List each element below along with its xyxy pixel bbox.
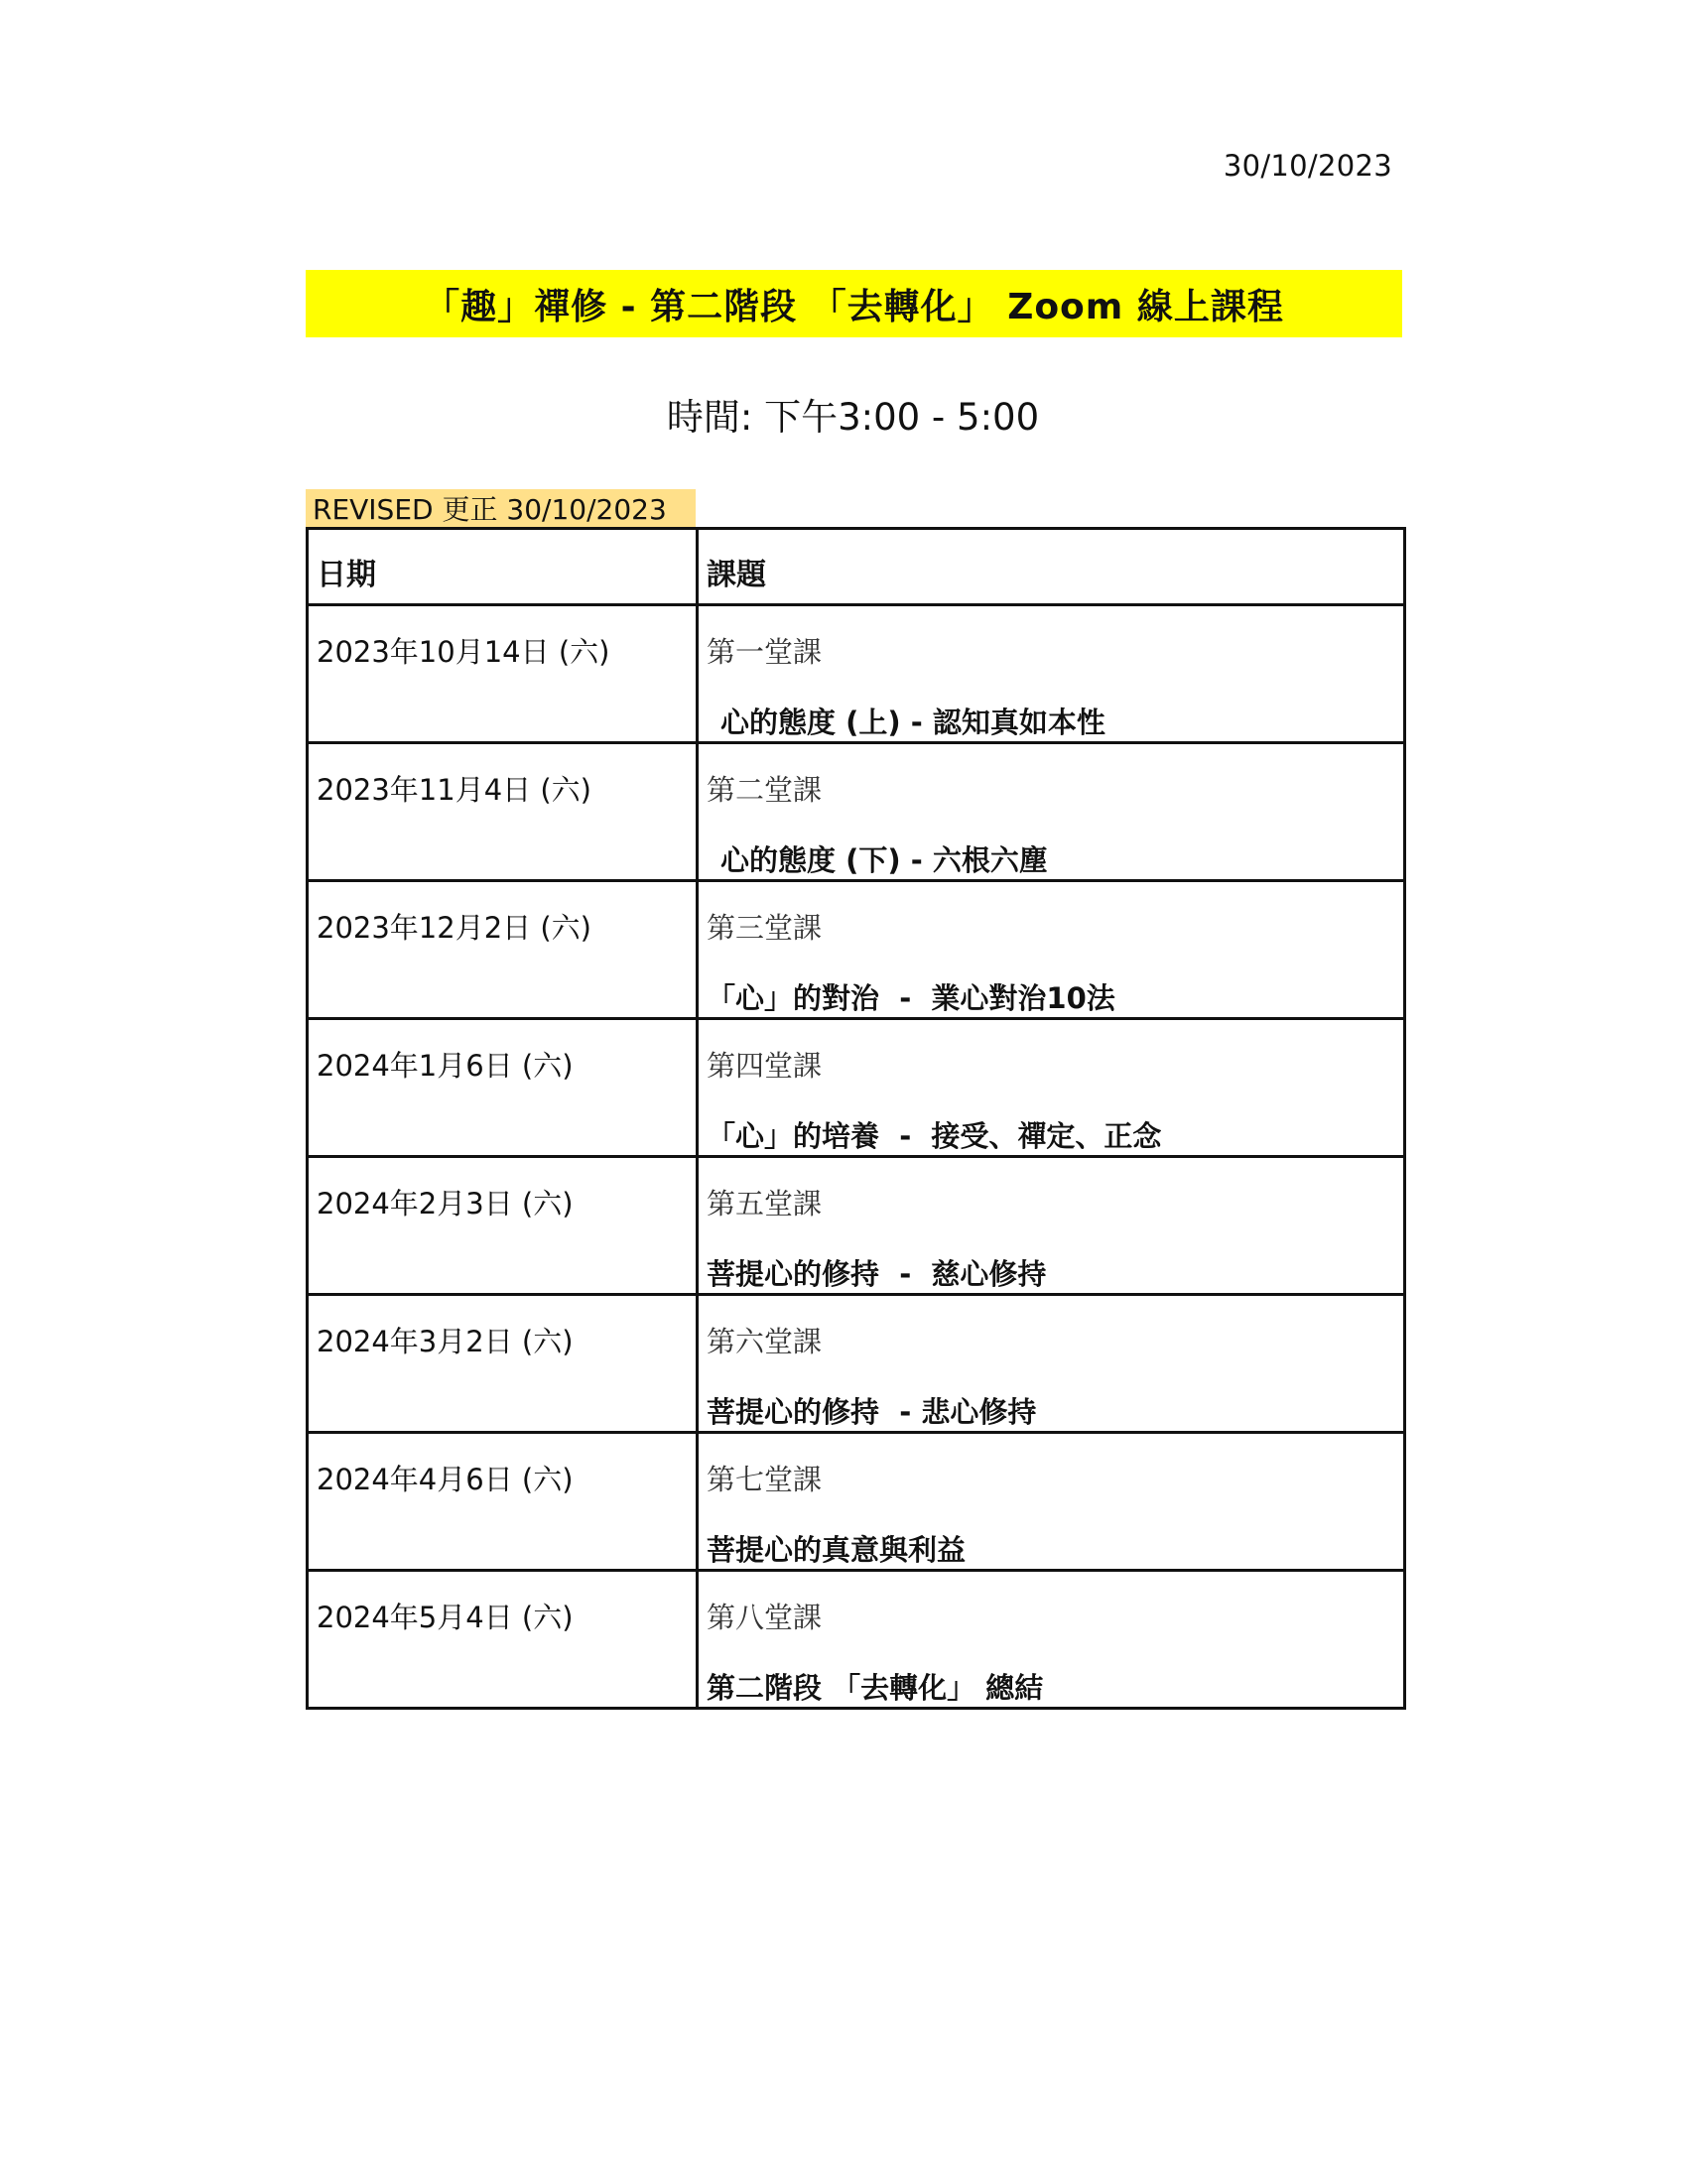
lesson-number: 第四堂課 (707, 1049, 823, 1083)
lesson-number: 第五堂課 (707, 1187, 823, 1220)
lesson-date: 2024年2月3日 (六) (317, 1187, 574, 1220)
date-cell (308, 605, 698, 743)
lesson-number: 第七堂課 (707, 1463, 823, 1496)
table-row (308, 1157, 1405, 1295)
schedule-table (306, 527, 1406, 1710)
date-cell (308, 743, 698, 881)
header-date: 日期 (308, 529, 698, 605)
revised-label: REVISED 更正 30/10/2023 (306, 489, 696, 527)
course-title: 「趣」禪修 - 第二階段 「去轉化」 Zoom 線上課程 (424, 286, 1284, 327)
lesson-date: 2023年11月4日 (六) (317, 773, 592, 807)
table-row (308, 605, 1405, 743)
lesson-topic: 心的態度 (下) - 六根六塵 (720, 843, 1048, 877)
table-row (308, 881, 1405, 1019)
table-header-row (308, 529, 1405, 605)
topic-cell (698, 605, 1405, 743)
lesson-date: 2023年10月14日 (六) (317, 635, 610, 669)
topic-cell (698, 1295, 1405, 1433)
lesson-topic: 「心」的培養 - 接受、禪定、正念 (707, 1119, 1162, 1153)
table-row (308, 1433, 1405, 1571)
topic-cell (698, 1157, 1405, 1295)
header-topic: 課題 (698, 529, 1405, 605)
date-cell (308, 1157, 698, 1295)
lesson-date: 2024年5月4日 (六) (317, 1601, 574, 1634)
lesson-topic: 菩提心的修持 - 悲心修持 (707, 1395, 1037, 1429)
course-title-banner (306, 270, 1402, 337)
topic-cell (698, 881, 1405, 1019)
lesson-number: 第二堂課 (707, 773, 823, 807)
lesson-number: 第六堂課 (707, 1325, 823, 1358)
date-cell (308, 881, 698, 1019)
lesson-topic: 「心」的對治 - 業心對治10法 (707, 981, 1115, 1015)
date-cell (308, 1571, 698, 1709)
lesson-date: 2024年4月6日 (六) (317, 1463, 574, 1496)
lesson-number: 第一堂課 (707, 635, 823, 669)
table-row (308, 1571, 1405, 1709)
topic-cell (698, 743, 1405, 881)
lesson-topic: 菩提心的修持 - 慈心修持 (707, 1257, 1047, 1291)
date-cell (308, 1433, 698, 1571)
date-cell (308, 1295, 698, 1433)
table-row (308, 1295, 1405, 1433)
topic-cell (698, 1019, 1405, 1157)
lesson-number: 第三堂課 (707, 911, 823, 945)
lesson-date: 2024年1月6日 (六) (317, 1049, 574, 1083)
class-time: 時間: 下午3:00 - 5:00 (666, 396, 1040, 439)
lesson-topic: 菩提心的真意與利益 (707, 1533, 967, 1567)
table-row (308, 743, 1405, 881)
lesson-topic: 心的態度 (上) - 認知真如本性 (720, 706, 1105, 739)
lesson-number: 第八堂課 (707, 1601, 823, 1634)
lesson-date: 2023年12月2日 (六) (317, 911, 592, 945)
topic-cell (698, 1571, 1405, 1709)
table-row (308, 1019, 1405, 1157)
topic-cell (698, 1433, 1405, 1571)
lesson-date: 2024年3月2日 (六) (317, 1325, 574, 1358)
lesson-topic: 第二階段 「去轉化」 總結 (707, 1671, 1044, 1705)
date-cell (308, 1019, 698, 1157)
document-date: 30/10/2023 (1223, 149, 1392, 183)
